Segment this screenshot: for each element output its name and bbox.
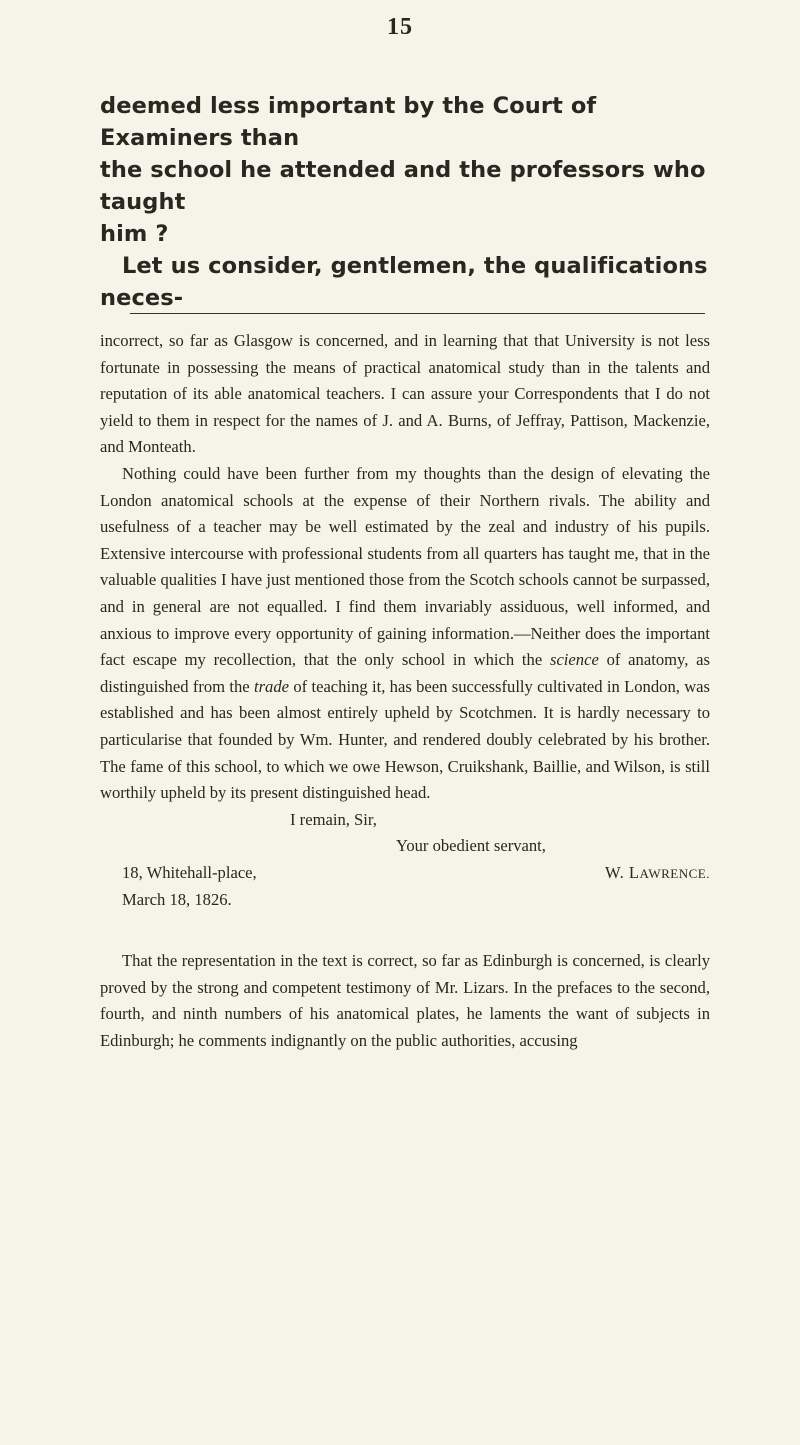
main-line: him ? [100,221,169,247]
closing-servant: Your obedient servant, [396,836,546,856]
footnote-paragraph: That the representation in the text is correct, so far as Edinburgh is concerned, is clearly proved by the strong and competent testimony of Mr. Lizars. In the prefaces to the second, fourth, and ninth numbers of his anatomical plates, he laments the want of subjects in Edinburgh; he comments indignantly on the public authorities, accusing [100,951,710,1050]
signer-surname: AWRENCE. [639,865,710,881]
main-text [100,90,710,314]
footnote-paragraph: incorrect, so far as Glasgow is concerned, and in learning that that University is not less fortunate in possessing the means of practical anatomical study than in the talents and reputation of its able anatomical teachers. I can assure your Correspondents that I do not yield to them in respect for the names of J. and A. Burns, of Jeffray, Pattison, Mackenzie, and Monteath. [100,331,710,457]
page-number: 15 [387,14,413,40]
signer-initial: W. L [604,862,640,882]
main-line: the school he attended and the professors who taught [100,157,706,215]
signer [605,860,710,888]
main-line: Let us consider, gentlemen, the qualifications neces- [100,253,708,311]
footnote [100,328,710,1054]
footnote-text: of teaching it, has been successfully cultivated in London, was established and has been almost entirely upheld by Scotchmen. It is hardly necessary to particularise that founded by Wm. Hunter, and rendered doubly celebrated by his brother. The fame of this school, to which we owe Hewson, Cruikshank, Baillie, and Wilson, is still worthily upheld by its present distinguished head. [100,676,711,803]
footnote-emphasis: science [549,650,599,670]
footnote-text: of anatomy, as distinguished from the [100,650,710,696]
footnote-text: Nothing could have been further from my thoughts than the design of elevating the London anatomical schools at the expense of their Northern rivals. The ability and usefulness of a teacher may be well estimated by the zeal and industry of his pupils. Extensive intercourse with professional students from all quarters has taught me, that in the valuable qualities I have just mentioned those from the Scotch schools cannot be surpassed, and in general are not equalled. I find them invariably assiduous, well informed, and anxious to improve every opportunity of gaining information.—Neither does the important fact escape my recollection, that the only school in which the [100,463,710,670]
footnote-divider [130,313,705,314]
footnote-emphasis: trade [253,676,290,696]
letter-date: March 18, 1826. [122,890,232,910]
footnote-paragraph [100,461,710,807]
closing-remain: I remain, Sir, [290,809,377,829]
address: 18, Whitehall-place, [122,862,257,882]
main-line: deemed less important by the Court of Examiners than [100,93,597,151]
signature-row [100,860,710,888]
